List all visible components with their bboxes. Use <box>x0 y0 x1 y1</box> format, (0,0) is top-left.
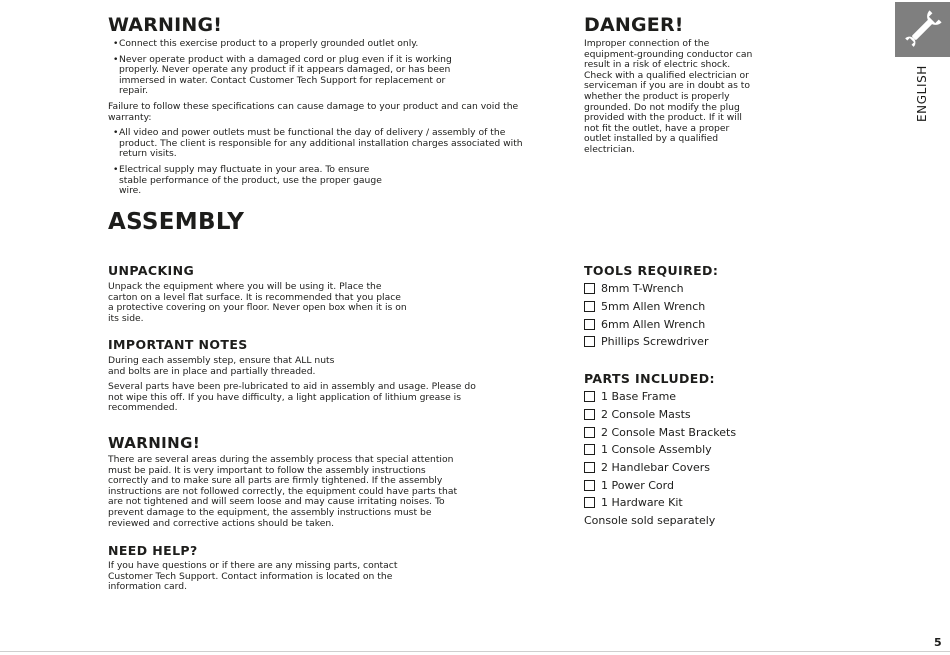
part-item: 1 Power Cord <box>584 476 736 494</box>
assembly-warning-text: There are several areas during the assembly process that special attention must be paid. It is very important to follow the assembly instructions correctly and to make sure all parts are firmly tightened. If the assembly instructions are not followed correctly, the equipment could have parts that are not tightened and will seem loose and may cause irritating noises. To prevent damage to the equipment, the assembly instructions must be reviewed and corrective actions should be taken. <box>108 454 458 529</box>
need-help-heading: NEED HELP? <box>108 543 198 558</box>
checkbox[interactable] <box>584 319 595 330</box>
warning-bullet: • Never operate product with a damaged cord or plug even if it is working properly. Never operate any product if it appears damaged, or has been immersed in water. Contact Customer Tech Support for replacement or repair. <box>113 53 452 97</box>
wrench-icon <box>895 2 950 57</box>
checkbox[interactable] <box>584 336 595 347</box>
side-tab <box>895 2 950 57</box>
part-item: 2 Console Masts <box>584 406 736 424</box>
part-item: 1 Console Assembly <box>584 441 736 459</box>
part-item: 1 Base Frame <box>584 388 736 406</box>
important-notes-text-2: Several parts have been pre-lubricated to aid in assembly and usage. Please do not wipe this off. If you have difficulty, a light application of lithium grease is recommended. <box>108 381 476 414</box>
warning-heading: WARNING! <box>108 14 223 36</box>
checkbox[interactable] <box>584 444 595 455</box>
warning-section <box>108 39 548 202</box>
tool-item: 6mm Allen Wrench <box>584 315 708 333</box>
tool-item: Phillips Screwdriver <box>584 333 708 351</box>
tool-item: 8mm T-Wrench <box>584 280 708 298</box>
checkbox[interactable] <box>584 409 595 420</box>
tool-item: 5mm Allen Wrench <box>584 298 708 316</box>
important-notes-heading: IMPORTANT NOTES <box>108 337 248 352</box>
tools-heading: TOOLS REQUIRED: <box>584 263 719 278</box>
unpacking-heading: UNPACKING <box>108 263 195 278</box>
part-item: 1 Hardware Kit <box>584 494 736 512</box>
warning-bullet: • All video and power outlets must be functional the day of delivery / assembly of the product. The client is responsible for any additional installation charges associated with return visits. <box>113 127 523 160</box>
warning-bullet: • Electrical supply may fluctuate in your area. To ensure stable performance of the product, use the proper gauge wire. <box>113 163 382 197</box>
need-help-text: If you have questions or if there are any missing parts, contact Customer Tech Support. Contact information is located on the information card. <box>108 560 398 593</box>
unpacking-text: Unpack the equipment where you will be using it. Place the carton on a level flat surface. It is recommended that you place a protective covering on your floor. Never open box when it is on its side. <box>108 281 407 324</box>
parts-note: Console sold separately <box>584 514 716 528</box>
checkbox[interactable] <box>584 427 595 438</box>
page-bottom-rule <box>0 651 950 652</box>
language-label: ENGLISH <box>915 65 929 122</box>
part-item: 2 Console Mast Brackets <box>584 423 736 441</box>
checkbox[interactable] <box>584 283 595 294</box>
warning-bullet: • Connect this exercise product to a properly grounded outlet only. <box>113 38 419 49</box>
important-notes-text-1: During each assembly step, ensure that ALL nuts and bolts are in place and partially threaded. <box>108 355 335 377</box>
checkbox[interactable] <box>584 462 595 473</box>
danger-heading: DANGER! <box>584 14 684 36</box>
danger-text: Improper connection of the equipment-grounding conductor can result in a risk of electric shock. Check with a qualified electrician or serviceman if you are in doubt as to whether the product is properly grounded. Do not modify the plug provided with the product. If it will not fit the outlet, have a proper outlet installed by a qualified electrician. <box>584 38 753 155</box>
checkbox[interactable] <box>584 391 595 402</box>
page-number: 5 <box>934 636 942 649</box>
checkbox[interactable] <box>584 301 595 312</box>
assembly-warning-heading: WARNING! <box>108 434 201 452</box>
parts-list <box>584 388 736 530</box>
checkbox[interactable] <box>584 497 595 508</box>
checkbox[interactable] <box>584 480 595 491</box>
part-item: 2 Handlebar Covers <box>584 459 736 477</box>
tools-list <box>584 280 708 351</box>
assembly-heading: ASSEMBLY <box>108 209 245 235</box>
parts-heading: PARTS INCLUDED: <box>584 371 715 386</box>
failure-text: Failure to follow these specifications can cause damage to your product and can void the warranty: <box>108 100 519 123</box>
